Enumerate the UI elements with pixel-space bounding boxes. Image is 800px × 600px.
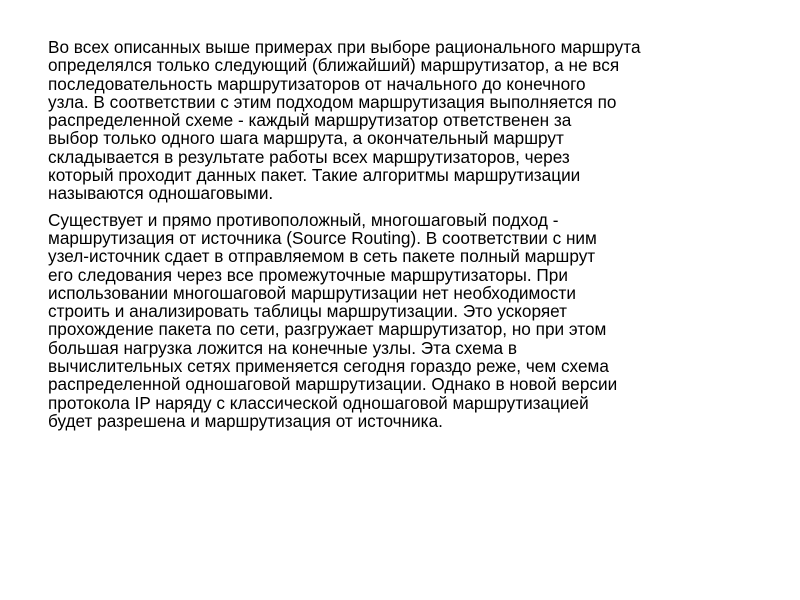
text-line: выбор только одного шага маршрута, а окончательный маршрут bbox=[48, 128, 564, 149]
text-line: строить и анализировать таблицы маршрутизации. Это ускоряет bbox=[48, 301, 567, 322]
text-block bbox=[48, 38, 768, 438]
text-line: маршрутизация от источника (Source Routing). В соответствии с ним bbox=[48, 227, 597, 248]
text-line: большая нагрузка ложится на конечные узлы. Эта схема в bbox=[48, 337, 517, 358]
text-line: использовании многошаговой маршрутизации нет необходимости bbox=[48, 282, 576, 303]
text-line: протокола IP наряду с классической одношаговой маршрутизацией bbox=[48, 392, 589, 413]
paragraph-source-routing bbox=[48, 211, 768, 431]
text-line: узел-источник сдает в отправляемом в сеть пакете полный маршрут bbox=[48, 246, 596, 267]
text-line: Существует и прямо противоположный, многошаговый подход - bbox=[48, 209, 559, 230]
text-line: называются одношаговыми. bbox=[48, 183, 274, 204]
text-line: складывается в результате работы всех маршрутизаторов, через bbox=[48, 146, 570, 167]
text-line: прохождение пакета по сети, разгружает маршрутизатор, но при этом bbox=[48, 319, 607, 340]
paragraph-single-hop-routing bbox=[48, 38, 768, 203]
text-line: распределенной схеме - каждый маршрутизатор ответственен за bbox=[48, 110, 572, 131]
text-line: определялся только следующий (ближайший) маршрутизатор, а не вся bbox=[48, 55, 620, 76]
text-line: который проходит данных пакет. Такие алгоритмы маршрутизации bbox=[48, 165, 581, 186]
text-line: его следования через все промежуточные маршрутизаторы. При bbox=[48, 264, 568, 285]
text-line: последовательность маршрутизаторов от начального до конечного bbox=[48, 73, 586, 94]
text-line: Во всех описанных выше примерах при выборе рационального маршрута bbox=[48, 37, 641, 57]
text-line: узла. В соответствии с этим подходом маршрутизация выполняется по bbox=[48, 91, 617, 112]
text-line: распределенной одношаговой маршрутизации. Однако в новой версии bbox=[48, 374, 618, 395]
text-line: будет разрешена и маршрутизация от источника. bbox=[48, 410, 443, 431]
text-line: вычислительных сетях применяется сегодня гораздо реже, чем схема bbox=[48, 356, 609, 377]
